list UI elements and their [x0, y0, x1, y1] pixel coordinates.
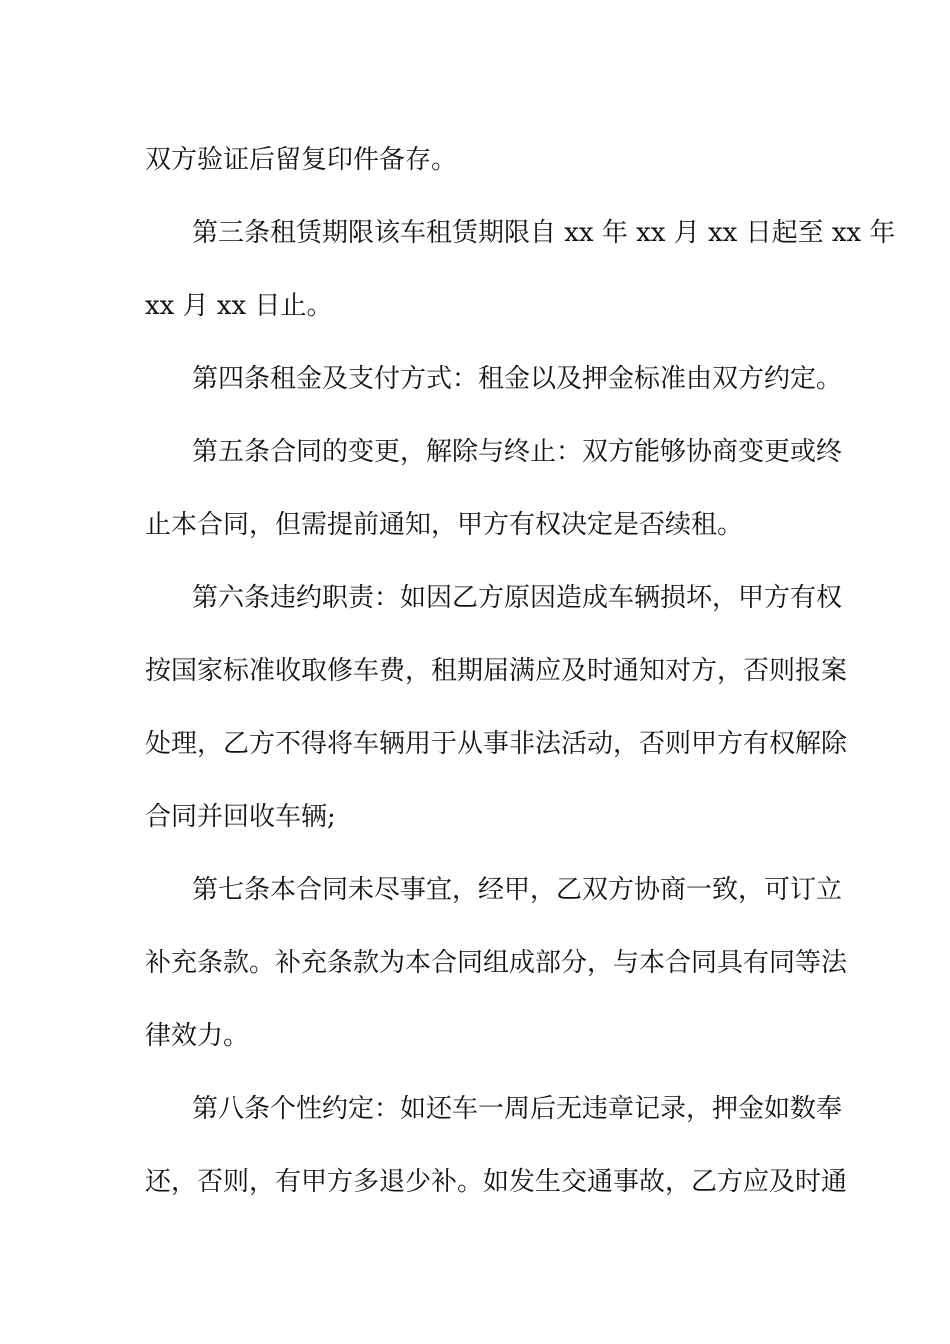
text-line: 止本合同，但需提前通知，甲方有权决定是否续租。	[145, 510, 744, 540]
text-line: 按国家标准收取修车费，租期届满应及时通知对方，否则报案	[145, 656, 848, 686]
text-line: xx 月 xx 日止。	[145, 291, 333, 321]
text-line: 处理，乙方不得将车辆用于从事非法活动，否则甲方有权解除	[145, 729, 848, 759]
text-line: 第七条本合同未尽事宜，经甲，乙双方协商一致，可订立	[192, 875, 843, 905]
document-body	[145, 124, 896, 1219]
text-line: 第三条租赁期限该车租赁期限自 xx 年 xx 月 xx 日起至 xx 年	[192, 218, 896, 248]
text-line: 补充条款。补充条款为本合同组成部分，与本合同具有同等法	[145, 948, 848, 978]
text-line: 律效力。	[145, 1021, 250, 1051]
text-line: 还，否则，有甲方多退少补。如发生交通事故，乙方应及时通	[145, 1167, 848, 1197]
text-line: 合同并回收车辆;	[145, 802, 336, 832]
text-line: 双方验证后留复印件备存。	[145, 145, 458, 175]
text-line: 第五条合同的变更，解除与终止：双方能够协商变更或终	[192, 437, 843, 467]
text-line: 第六条违约职责：如因乙方原因造成车辆损坏，甲方有权	[192, 583, 843, 613]
text-line: 第八条个性约定：如还车一周后无违章记录，押金如数奉	[192, 1094, 843, 1124]
text-line: 第四条租金及支付方式：租金以及押金标准由双方约定。	[192, 364, 843, 394]
